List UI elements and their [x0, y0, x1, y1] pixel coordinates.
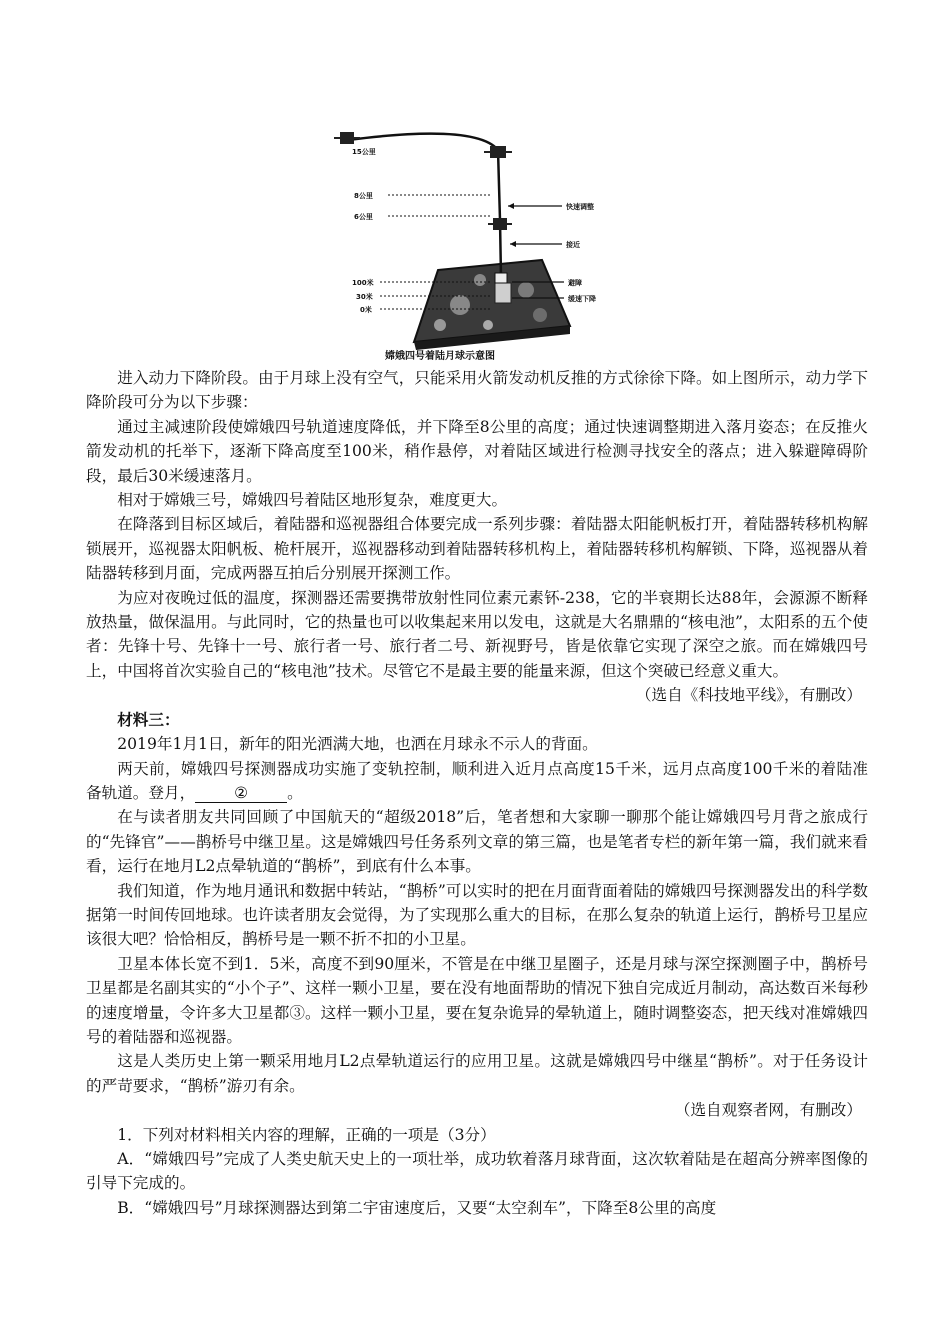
paragraph: 2019年1月1日，新年的阳光洒满大地，也洒在月球永不示人的背面。: [117, 735, 598, 754]
paragraph: 在降落到目标区域后，着陆器和巡视器组合体要完成一系列步骤：着陆器太阳能帆板打开，着陆器转移机构解锁展开，巡视器太阳帆板、桅杆展开，巡视器移动到着陆器转移机构上，着陆器转移机构解锁、下降，巡视器从着陆器转移到月面，完成两器互拍后分别展开探测工作。: [86, 515, 868, 583]
figure-caption: 嫦娥四号着陆月球示意图: [385, 351, 495, 362]
paragraph-text: 两天前，嫦娥四号探测器成功实施了变轨控制，顺利进入近月点高度15千米，远月点高度100千米的着陆准备轨道。登月，: [86, 759, 868, 802]
label-30m: 30米: [356, 293, 373, 301]
label-8km: 8公里: [354, 192, 373, 200]
label-slow-descent: 缓速下降: [568, 295, 596, 303]
paragraph: 进入动力下降阶段。由于月球上没有空气，只能采用火箭发动机反推的方式徐徐下降。如上图所示，动力学下降阶段可分为以下步骤：: [86, 369, 868, 412]
landing-zone-box: [495, 283, 511, 303]
source-citation: （选自《科技地平线》，有删改）: [635, 686, 862, 705]
crater: [474, 274, 486, 286]
paragraph: 相对于嫦娥三号，嫦娥四号着陆区地形复杂，难度更大。: [117, 491, 508, 510]
paragraph: 通过主减速阶段使嫦娥四号轨道速度降低，并下降至8公里的高度；通过快速调整期进入落月姿态；在反推火箭发动机的托举下，逐渐下降高度至100米，稍作悬停，对着陆区域进行检测寻找安全的落点；进入躲避障碍阶段，最后30米缓速落月。: [86, 417, 868, 485]
label-fast-adjust: 快速调整: [566, 203, 594, 211]
spacecraft-adjust-icon: [484, 146, 512, 158]
label-approach: 接近: [566, 241, 580, 249]
paragraph: 我们知道，作为地月通讯和数据中转站，“鹊桥”可以实时的把在月面背面着陆的嫦娥四号探测器发出的科学数据第一时间传回地球。也许读者朋友会觉得，为了实现那么重大的目标，在那么复杂的轨道上运行，鹊桥号卫星应该很大吧？恰恰相反，鹊桥号是一颗不折不扣的小卫星。: [86, 881, 868, 949]
paragraph: 卫星本体长宽不到1．5米，高度不到90厘米，不管是在中继卫星圈子，还是月球与深空探测圈子中，鹊桥号卫星都是名副其实的“小个子”、这样一颗小卫星，要在没有地面帮助的情况下独自完成近月制动，高达数百米每秒的速度增量，令许多大卫星都③。这样一颗小卫星，要在复杂诡异的晕轨道上，随时调整姿态，把天线对准嫦娥四号的着陆器和巡视器。: [86, 954, 868, 1046]
article-body: [86, 366, 868, 1220]
label-6km: 6公里: [354, 213, 373, 221]
paragraph-text: 。: [287, 783, 303, 802]
question-stem: 1．下列对材料相关内容的理解，正确的一项是（3分）: [117, 1125, 496, 1144]
paragraph: 在与读者朋友共同回顾了中国航天的“超级2018”后，笔者想和大家聊一聊那个能让嫦娥四号月背之旅成行的“先锋官”——鹊桥号中继卫星。这是嫦娥四号任务系列文章的第三篇，也是笔者专栏的新年第一篇，我们就来看看，运行在地月L2点晕轨道的“鹊桥”，到底有什么本事。: [86, 808, 868, 876]
arrowhead: [508, 203, 514, 209]
paragraph-with-blank: [86, 757, 868, 806]
lander-icon: [495, 273, 507, 283]
material3-heading: 材料三：: [117, 709, 180, 729]
arrowhead: [510, 241, 516, 247]
landing-diagram-svg: [330, 120, 630, 365]
question-option-b: B．“嫦娥四号”月球探测器达到第二宇宙速度后，又要“太空刹车”，下降至8公里的高度: [117, 1198, 717, 1217]
label-0m: 0米: [360, 306, 372, 314]
crater: [483, 320, 493, 330]
source-citation: （选自观察者网，有删改）: [674, 1101, 862, 1120]
paragraph: 为应对夜晚过低的温度，探测器还需要携带放射性同位素元素钚-238，它的半衰期长达88年，会源源不断释放热量，做保温用。与此同时，它的热量也可以收集起来用以发电，这就是大名鼎鼎的“核电池”，太阳系的五个使者：先锋十号、先锋十一号、旅行者一号、旅行者二号、新视野号，皆是依靠它实现了深空之旅。而在嫦娥四号上，中国将首次实验自己的“核电池”技术。尽管它不是最主要的能量来源，但这个突破已经意义重大。: [86, 588, 868, 680]
label-100m: 100米: [352, 279, 374, 287]
crater: [450, 295, 470, 315]
spacecraft-approach-icon: [488, 218, 512, 230]
question-option-a: A．“嫦娥四号”完成了人类史航天史上的一项壮举，成功软着落月球背面，这次软着陆是在超高分辨率图像的引导下完成的。: [86, 1150, 868, 1193]
paragraph: 这是人类历史上第一颗采用地月L2点晕轨道运行的应用卫星。这就是嫦娥四号中继星“鹊桥”。对于任务设计的严苛要求，“鹊桥”游刃有余。: [86, 1052, 868, 1095]
label-avoid: 避障: [568, 279, 582, 287]
spacecraft-15km-icon: [334, 132, 360, 144]
crater: [533, 308, 547, 322]
label-15km: 15公里: [352, 148, 376, 156]
crater: [434, 319, 446, 331]
fill-blank-2: ②: [195, 784, 287, 803]
landing-diagram: [330, 120, 630, 365]
crater: [518, 282, 534, 298]
